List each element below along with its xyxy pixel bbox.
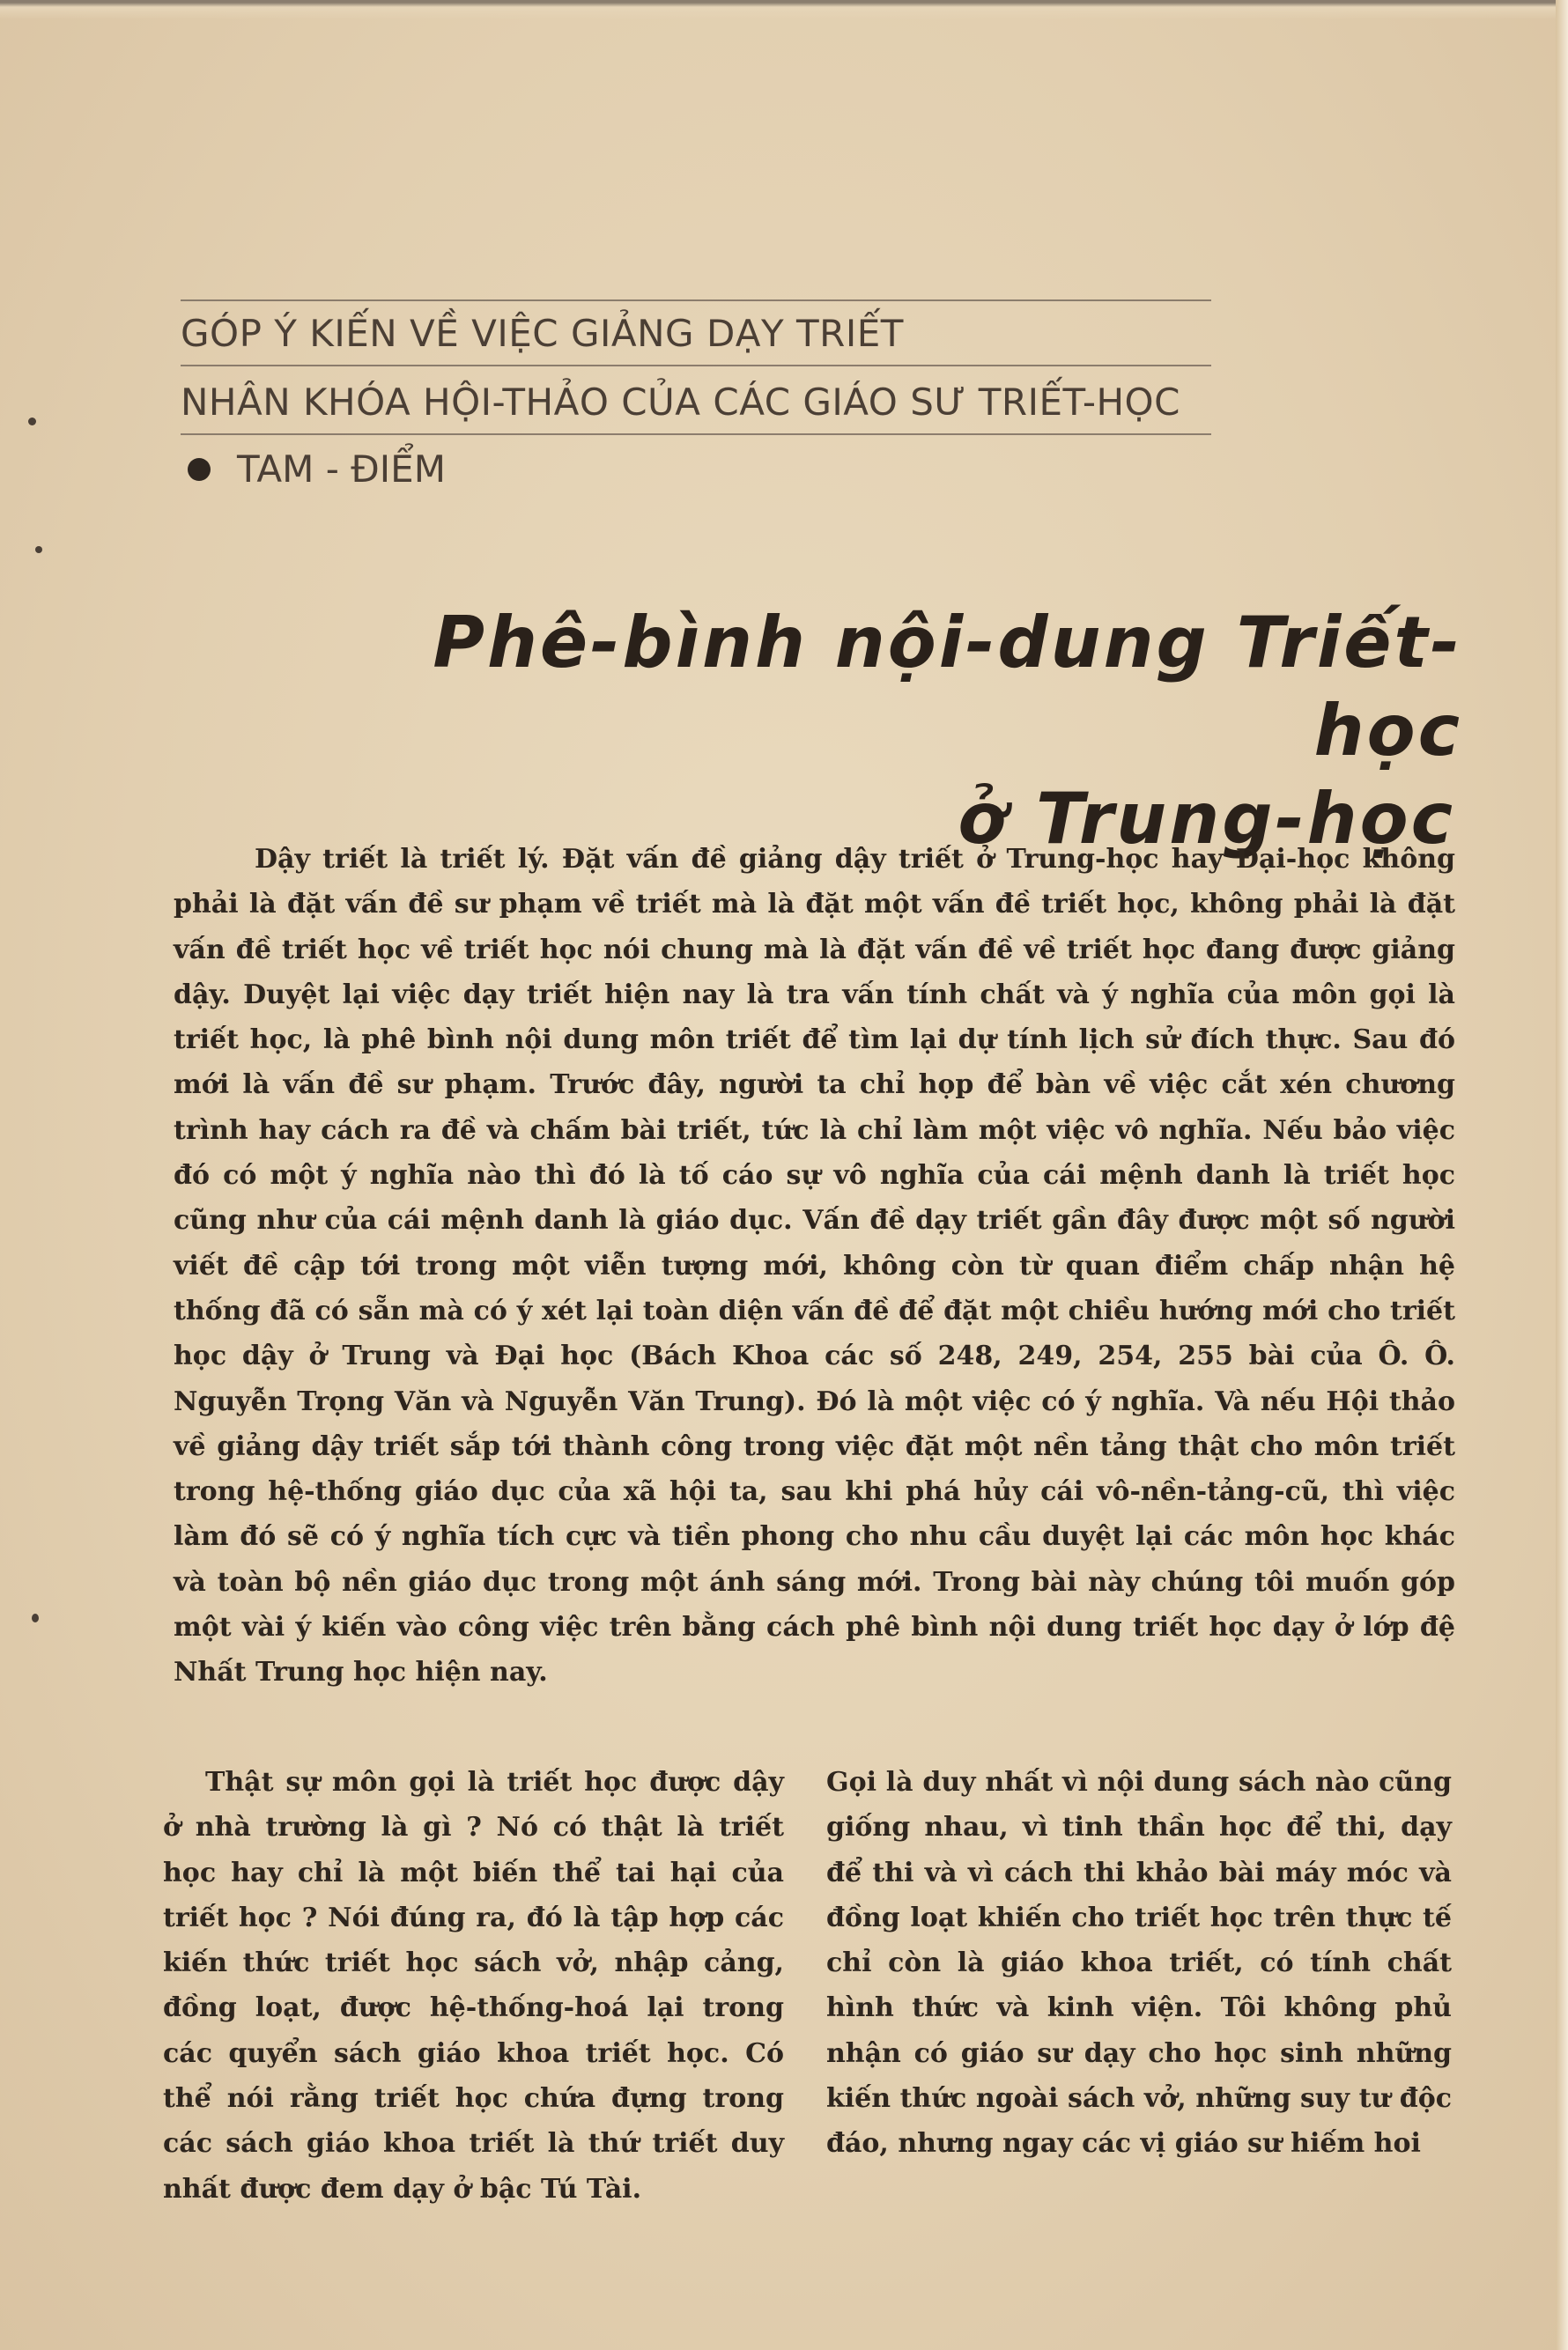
author-name: TAM - ĐIỂM <box>237 447 446 491</box>
title-line-2: ở Trung-học <box>958 778 1455 860</box>
title-line-1: Phê-bình nội-dung Triết-học <box>433 602 1462 772</box>
header-line-2: NHÂN KHÓA HỘI-THẢO CỦA CÁC GIÁO SƯ TRIẾT-HỌC <box>181 381 1180 424</box>
page-top-edge <box>0 0 1568 19</box>
header-rule-bottom <box>181 433 1211 435</box>
margin-speck <box>35 546 42 553</box>
header-rule-middle <box>181 365 1211 366</box>
margin-speck <box>32 1614 39 1622</box>
bullet-icon <box>188 458 211 481</box>
header-line-1: GÓP Ý KIẾN VỀ VIỆC GIẢNG DẠY TRIẾT <box>181 312 904 355</box>
body-column-right: Gọi là duy nhất vì nội dung sách nào cũng giống nhau, vì tinh thần học để thi, dạy để thi và vì cách thi khảo bài máy móc và đồng loạt khiến cho triết học trên thực tế chỉ còn là giáo khoa triết, có tính chất hình thức và kinh viện. Tôi không phủ nhận có giáo sư dạy cho học sinh những kiến thức ngoài sách vở, những suy tư độc đáo, nhưng ngay các vị giáo sư hiếm hoi <box>826 1767 1452 2160</box>
lead-paragraph: Dậy triết là triết lý. Đặt vấn đề giảng dậy triết ở Trung-học hay Đại-học không phải là đặt vấn đề sư phạm về triết mà là đặt một vấn đề triết học, không phải là đặt vấn đề triết học về triết học nói chung mà là đặt vấn đề về triết học đang được giảng dậy. Duyệt lại việc dạy triết hiện nay là tra vấn tính chất và ý nghĩa của môn gọi là triết học, là phê bình nội dung môn triết để tìm lại dự tính lịch sử đích thực. Sau đó mới là vấn đề sư phạm. Trước đây, người ta chỉ họp để bàn về việc cắt xén chương trình hay cách ra đề và chấm bài triết, tức là chỉ làm một việc vô nghĩa. Nếu bảo việc đó có một ý nghĩa nào thì đó là tố cáo sự vô nghĩa của cái mệnh danh là triết học cũng như của cái mệnh danh là giáo dục. Vấn đề dạy triết gần đây được một số người viết đề cập tới trong một viễn tượng mới, không còn từ quan điểm chấp nhận hệ thống đã có sẵn mà có ý xét lại toàn diện vấn đề để đặt một chiều hướng mới cho triết học dậy ở Trung và Đại học (Bách Khoa các số 248, 249, 254, 255 bài của Ô. Ô. Nguyễn Trọng Văn và Nguyễn Văn Trung). Đó là một việc có ý nghĩa. Và nếu Hội thảo về giảng dậy triết sắp tới thành công trong việc đặt một nền tảng thật cho môn triết trong hệ-thống giáo dục của xã hội ta, sau khi phá hủy cái vô-nền-tảng-cũ, thì việc làm đó sẽ có ý nghĩa tích cực và tiền phong cho nhu cầu duyệt lại các môn học khác và toàn bộ nền giáo dục trong một ánh sáng mới. Trong bài này chúng tôi muốn góp một vài ý kiến vào công việc trên bằng cách phê bình nội dung triết học dạy ở lớp đệ Nhất Trung học hiện nay. <box>174 844 1455 1689</box>
author-line <box>181 435 1211 491</box>
header-rule-top <box>181 299 1211 301</box>
article-title <box>300 599 1462 863</box>
page-right-edge <box>1556 0 1568 2350</box>
margin-speck <box>28 418 36 425</box>
article-header <box>181 299 1211 491</box>
body-column-left: Thật sự môn gọi là triết học được dậy ở nhà trường là gì ? Nó có thật là triết học hay chỉ là một biến thể tai hại của triết học ? Nói đúng ra, đó là tập hợp các kiến thức triết học sách vở, nhập cảng, đồng loạt, được hệ-thống-hoá lại trong các quyển sách giáo khoa triết học. Có thể nói rằng triết học chứa đựng trong các sách giáo khoa triết là thứ triết duy nhất được đem dạy ở bậc Tú Tài. <box>163 1767 784 2205</box>
